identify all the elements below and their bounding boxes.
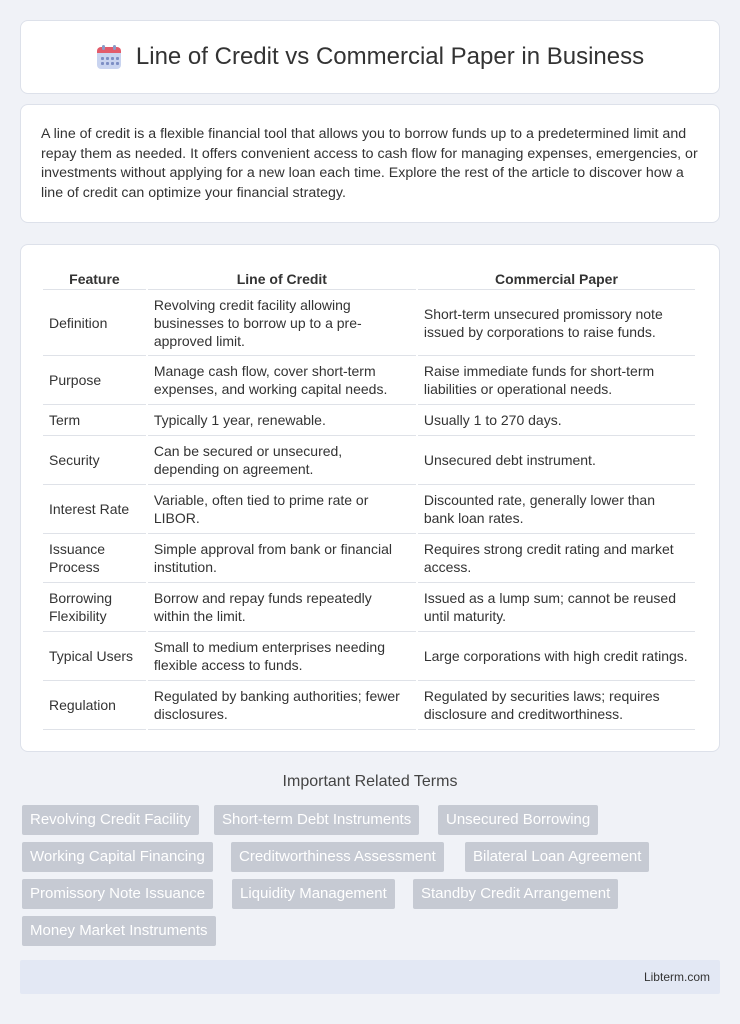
row-line-of-credit: Borrow and repay funds repeatedly within the limit. [148,583,416,632]
page-title: Line of Credit vs Commercial Paper in Business [135,43,645,70]
related-term-tag[interactable]: Creditworthiness Assessment [231,842,444,872]
row-commercial-paper: Large corporations with high credit ratings. [418,632,695,681]
row-feature: Typical Users [43,632,146,681]
row-commercial-paper: Issued as a lump sum; cannot be reused until maturity. [418,583,695,632]
row-line-of-credit: Small to medium enterprises needing flexible access to funds. [148,632,416,681]
row-feature: Definition [43,290,146,356]
row-line-of-credit: Can be secured or unsecured, depending on agreement. [148,436,416,485]
row-line-of-credit: Revolving credit facility allowing businesses to borrow up to a pre-approved limit. [148,290,416,356]
row-commercial-paper: Raise immediate funds for short-term liabilities or operational needs. [418,356,695,405]
row-feature: Term [43,405,146,436]
comparison-table [41,265,697,730]
table-row [43,436,695,485]
related-terms-heading: Important Related Terms [282,773,458,790]
row-commercial-paper: Unsecured debt instrument. [418,436,695,485]
footer-site-link[interactable]: Libterm.com [643,970,710,984]
table-row [43,485,695,534]
title-card [20,20,720,94]
table-row [43,356,695,405]
related-term-tag[interactable]: Standby Credit Arrangement [413,879,618,909]
related-term-tag[interactable]: Working Capital Financing [22,842,213,872]
related-term-tag[interactable]: Revolving Credit Facility [22,805,199,835]
header-line-of-credit: Line of Credit [148,265,416,290]
row-line-of-credit: Typically 1 year, renewable. [148,405,416,436]
table-row [43,405,695,436]
related-term-tag[interactable]: Liquidity Management [232,879,395,909]
row-line-of-credit: Simple approval from bank or financial institution. [148,534,416,583]
row-feature: Purpose [43,356,146,405]
table-row [43,534,695,583]
intro-card [20,104,720,223]
row-line-of-credit: Manage cash flow, cover short-term expenses, and working capital needs. [148,356,416,405]
row-line-of-credit: Regulated by banking authorities; fewer disclosures. [148,681,416,730]
table-row [43,290,695,356]
comparison-card [20,244,720,752]
row-feature: Security [43,436,146,485]
header-feature: Feature [43,265,146,290]
related-term-tag[interactable]: Unsecured Borrowing [438,805,598,835]
intro-paragraph: A line of credit is a flexible financial tool that allows you to borrow funds up to a predetermined limit and repay them as needed. It offers convenient access to cash flow for managing expenses, emergencies, or investments without applying for a new loan each time. Explore the rest of the article to discover how a line of credit can optimize your financial strategy. [41,126,698,201]
row-feature: Borrowing Flexibility [43,583,146,632]
table-row [43,632,695,681]
calendar-icon [96,45,122,69]
related-term-tag[interactable]: Short-term Debt Instruments [214,805,419,835]
row-feature: Regulation [43,681,146,730]
header-commercial-paper: Commercial Paper [418,265,695,290]
related-term-tag[interactable]: Bilateral Loan Agreement [465,842,649,872]
row-commercial-paper: Short-term unsecured promissory note issued by corporations to raise funds. [418,290,695,356]
row-commercial-paper: Usually 1 to 270 days. [418,405,695,436]
row-commercial-paper: Regulated by securities laws; requires disclosure and creditworthiness. [418,681,695,730]
row-feature: Interest Rate [43,485,146,534]
table-row [43,681,695,730]
row-line-of-credit: Variable, often tied to prime rate or LIBOR. [148,485,416,534]
table-header-row [43,265,695,290]
row-commercial-paper: Requires strong credit rating and market access. [418,534,695,583]
row-feature: Issuance Process [43,534,146,583]
row-commercial-paper: Discounted rate, generally lower than bank loan rates. [418,485,695,534]
related-term-tag[interactable]: Money Market Instruments [22,916,216,946]
table-row [43,583,695,632]
related-term-tag[interactable]: Promissory Note Issuance [22,879,213,909]
footer [20,960,720,994]
